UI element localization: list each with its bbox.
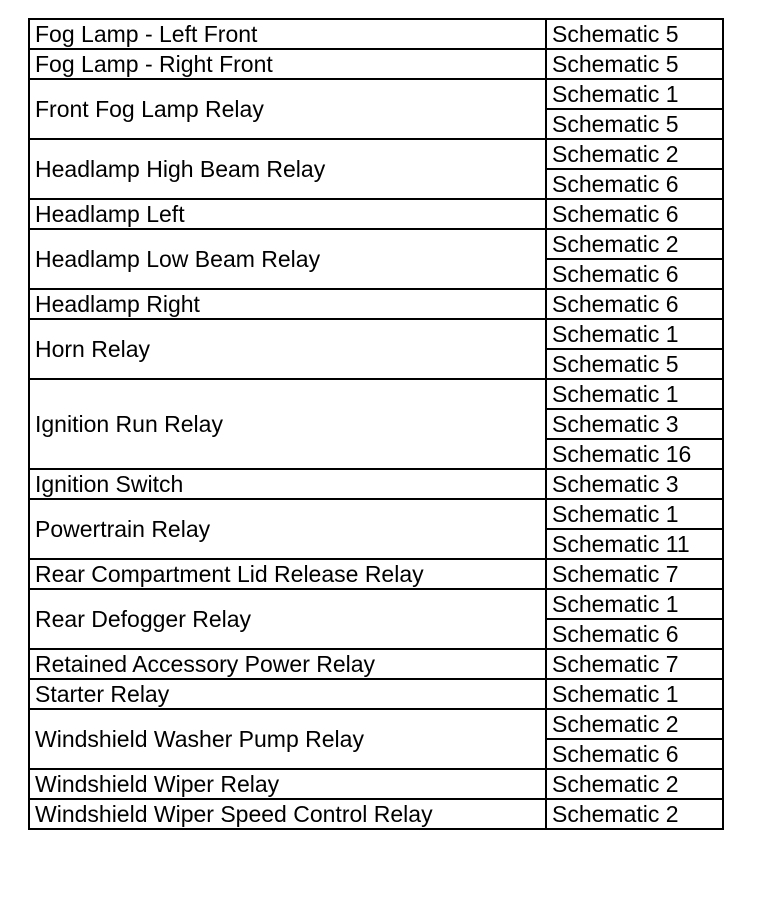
schematic-reference-cell: Schematic 5 xyxy=(546,349,723,379)
table-row xyxy=(29,19,723,49)
component-name-cell: Headlamp Low Beam Relay xyxy=(29,229,546,289)
component-name-cell: Powertrain Relay xyxy=(29,499,546,559)
table-row xyxy=(29,559,723,589)
table-row xyxy=(29,679,723,709)
component-name-cell: Headlamp Left xyxy=(29,199,546,229)
table-row xyxy=(29,769,723,799)
schematic-reference-cell: Schematic 6 xyxy=(546,289,723,319)
table-row xyxy=(29,289,723,319)
table-row xyxy=(29,709,723,739)
schematic-reference-cell: Schematic 6 xyxy=(546,619,723,649)
table-row xyxy=(29,139,723,169)
component-name-cell: Ignition Run Relay xyxy=(29,379,546,469)
component-name-cell: Horn Relay xyxy=(29,319,546,379)
table-row xyxy=(29,319,723,349)
table-row xyxy=(29,79,723,109)
component-schematic-table xyxy=(28,18,724,830)
schematic-reference-cell: Schematic 6 xyxy=(546,259,723,289)
schematic-reference-cell: Schematic 7 xyxy=(546,649,723,679)
table-row xyxy=(29,49,723,79)
table-row xyxy=(29,229,723,259)
table-row xyxy=(29,649,723,679)
component-name-cell: Windshield Wiper Relay xyxy=(29,769,546,799)
schematic-reference-cell: Schematic 5 xyxy=(546,109,723,139)
schematic-reference-cell: Schematic 6 xyxy=(546,199,723,229)
schematic-reference-cell: Schematic 1 xyxy=(546,379,723,409)
schematic-reference-cell: Schematic 6 xyxy=(546,739,723,769)
schematic-reference-cell: Schematic 2 xyxy=(546,229,723,259)
component-name-cell: Windshield Washer Pump Relay xyxy=(29,709,546,769)
component-name-cell: Fog Lamp - Left Front xyxy=(29,19,546,49)
component-name-cell: Windshield Wiper Speed Control Relay xyxy=(29,799,546,829)
schematic-reference-cell: Schematic 3 xyxy=(546,409,723,439)
schematic-reference-cell: Schematic 5 xyxy=(546,19,723,49)
schematic-reference-cell: Schematic 2 xyxy=(546,769,723,799)
component-name-cell: Headlamp Right xyxy=(29,289,546,319)
component-name-cell: Starter Relay xyxy=(29,679,546,709)
component-name-cell: Front Fog Lamp Relay xyxy=(29,79,546,139)
schematic-reference-cell: Schematic 1 xyxy=(546,499,723,529)
component-name-cell: Rear Compartment Lid Release Relay xyxy=(29,559,546,589)
table-row xyxy=(29,589,723,619)
table-row xyxy=(29,499,723,529)
component-name-cell: Rear Defogger Relay xyxy=(29,589,546,649)
table-row xyxy=(29,379,723,409)
schematic-reference-cell: Schematic 2 xyxy=(546,709,723,739)
schematic-reference-cell: Schematic 16 xyxy=(546,439,723,469)
component-name-cell: Retained Accessory Power Relay xyxy=(29,649,546,679)
schematic-reference-cell: Schematic 3 xyxy=(546,469,723,499)
schematic-reference-cell: Schematic 7 xyxy=(546,559,723,589)
component-name-cell: Ignition Switch xyxy=(29,469,546,499)
component-name-cell: Headlamp High Beam Relay xyxy=(29,139,546,199)
schematic-reference-cell: Schematic 6 xyxy=(546,169,723,199)
schematic-reference-cell: Schematic 11 xyxy=(546,529,723,559)
schematic-reference-cell: Schematic 1 xyxy=(546,679,723,709)
schematic-reference-cell: Schematic 1 xyxy=(546,589,723,619)
schematic-reference-cell: Schematic 1 xyxy=(546,79,723,109)
schematic-reference-cell: Schematic 5 xyxy=(546,49,723,79)
table-body xyxy=(29,19,723,829)
schematic-reference-cell: Schematic 2 xyxy=(546,799,723,829)
table-row xyxy=(29,799,723,829)
schematic-reference-cell: Schematic 1 xyxy=(546,319,723,349)
table-row xyxy=(29,469,723,499)
table-row xyxy=(29,199,723,229)
schematic-reference-cell: Schematic 2 xyxy=(546,139,723,169)
component-name-cell: Fog Lamp - Right Front xyxy=(29,49,546,79)
